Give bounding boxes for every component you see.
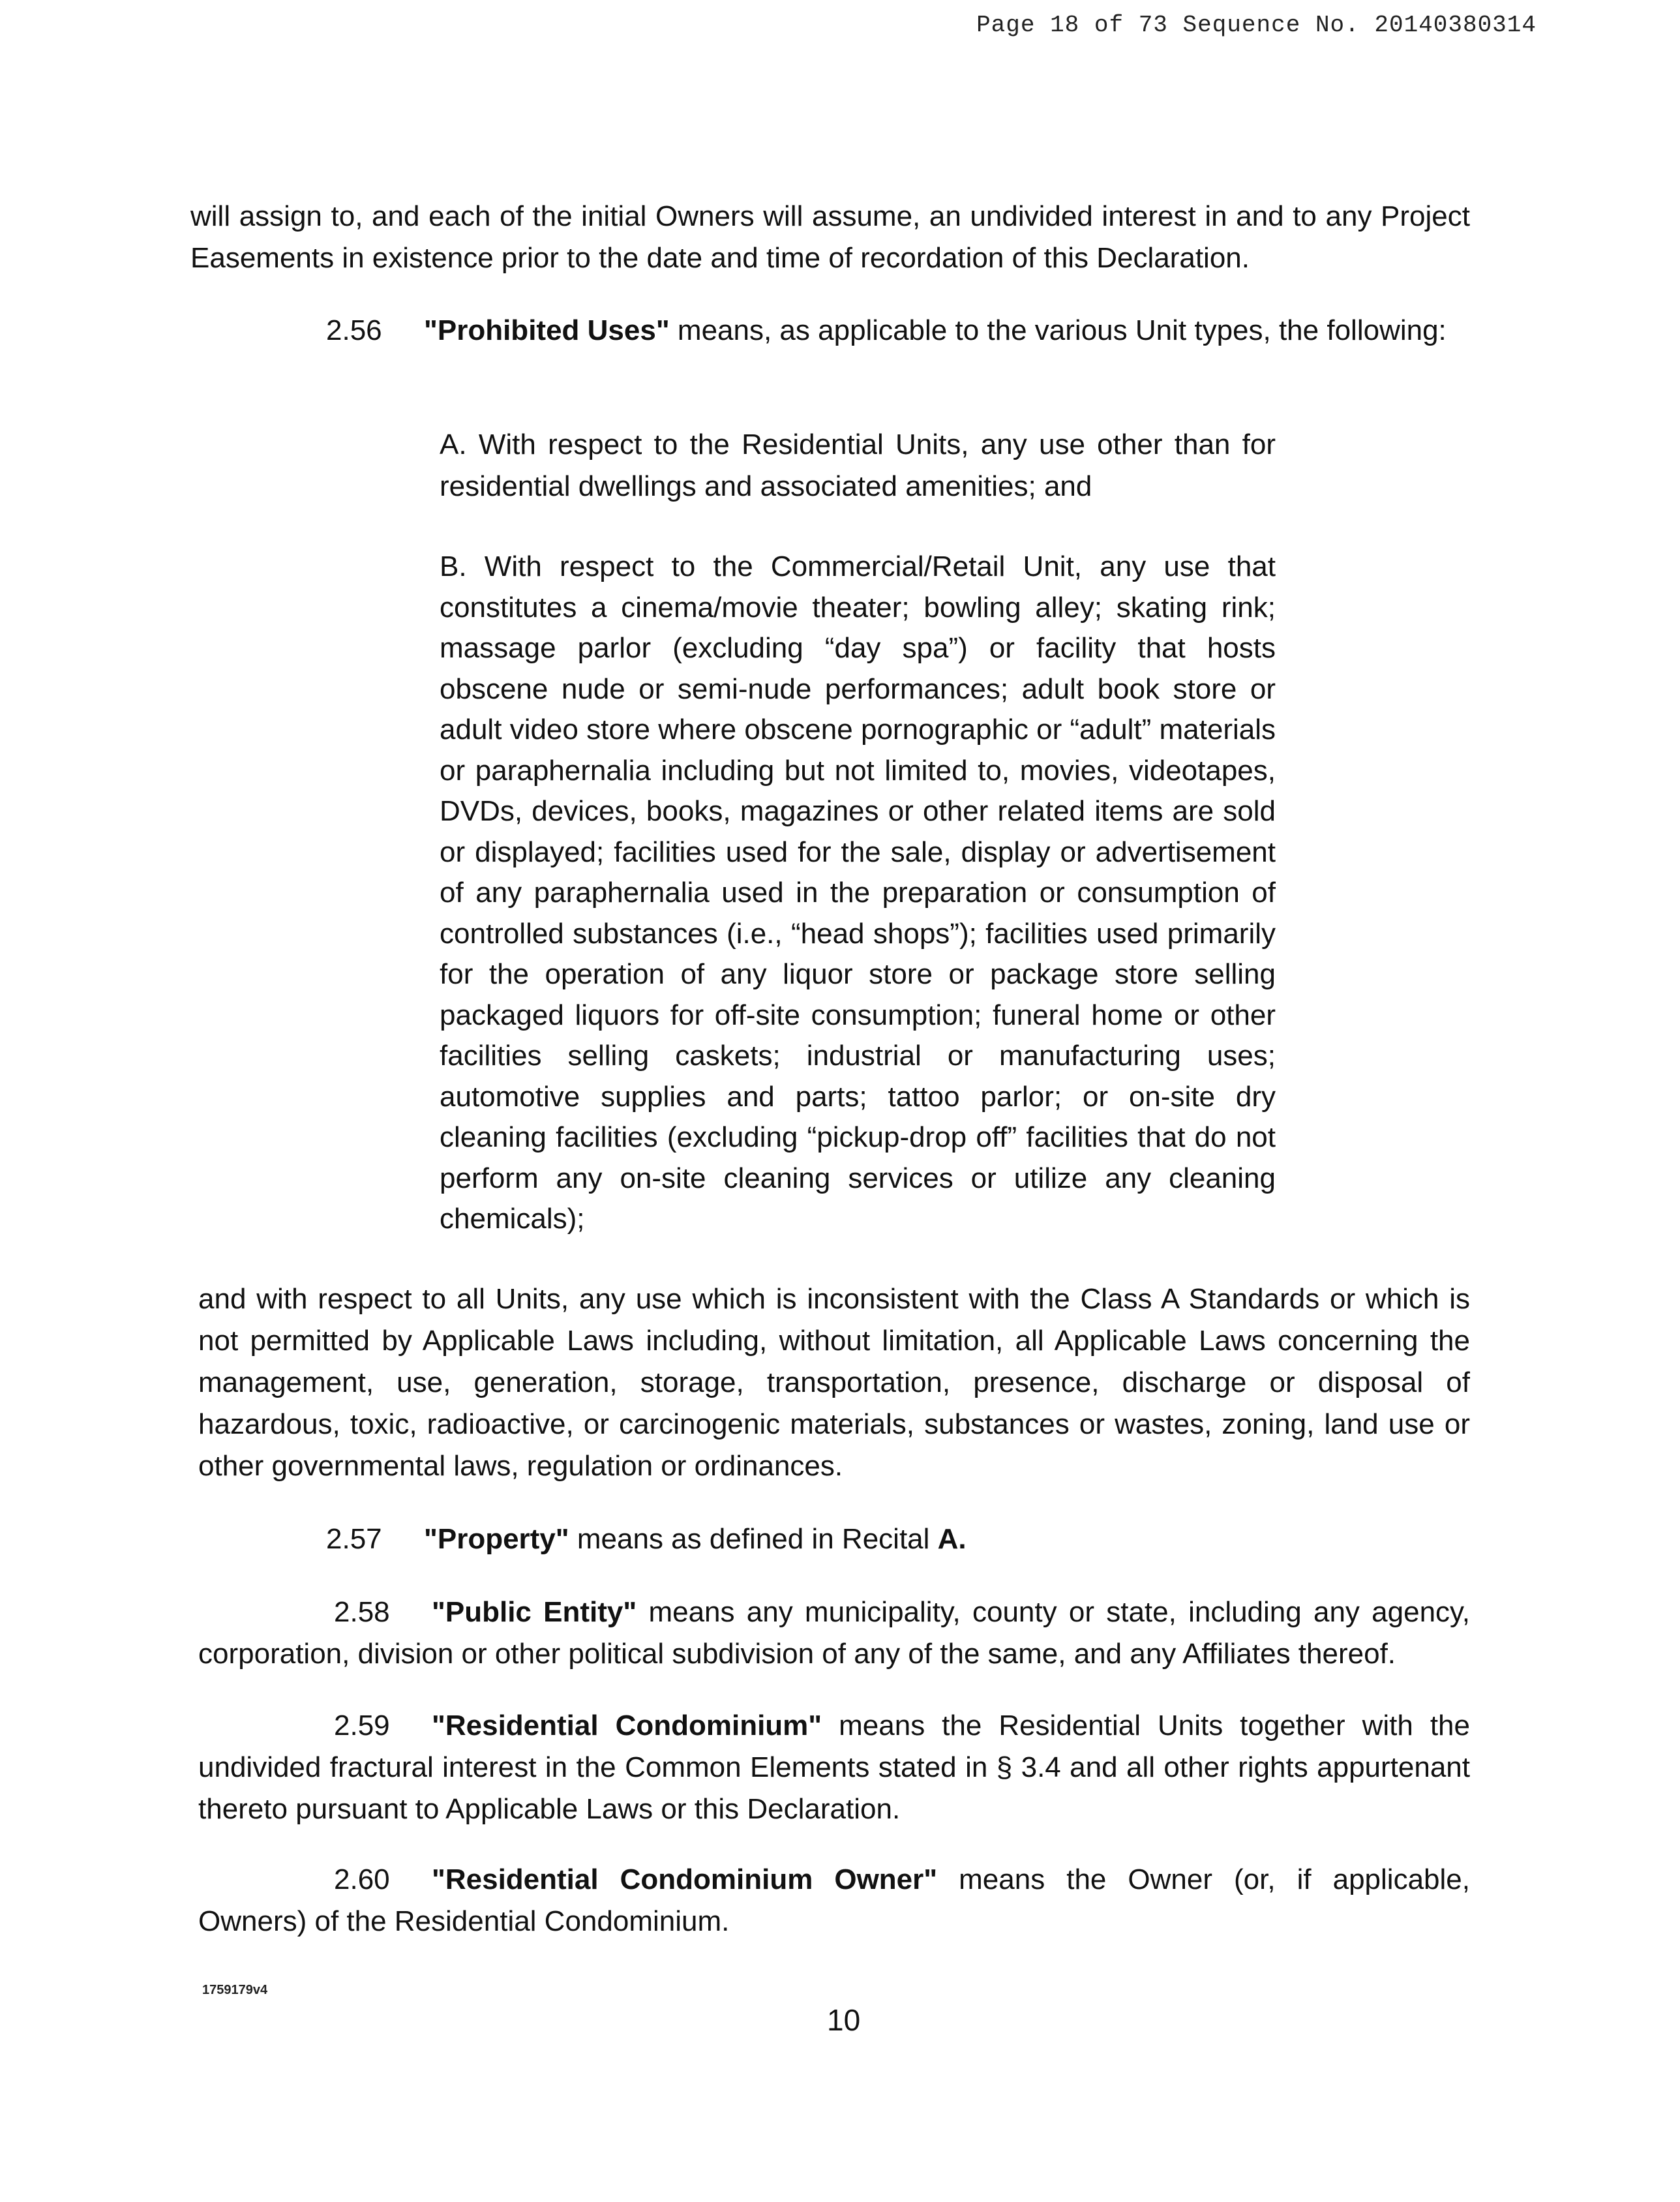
clause-number: 2.59 <box>334 1710 390 1742</box>
prohibited-uses-list-b <box>440 547 1276 1240</box>
clause-number: 2.60 <box>334 1863 390 1895</box>
clause-number: 2.57 <box>326 1523 382 1555</box>
clause-text: means the Residential Units together with the undivided fractural interest in the Common Elements stated in § 3.4 and all other rights appurtenant thereto pursuant to Applicable Laws or this Declaration. <box>198 1710 1470 1825</box>
clause-2-58 <box>198 1591 1470 1675</box>
clause-number: 2.58 <box>334 1596 390 1628</box>
page-number: 10 <box>827 2003 861 2037</box>
defined-term: "Public Entity" <box>432 1596 637 1628</box>
document-id: 1759179v4 <box>202 1983 268 1997</box>
clause-text: means, as applicable to the various Unit types, the following: <box>669 314 1447 346</box>
list-item-a: A. With respect to the Residential Units, any use other than for residential dwellings and associated amenities; and <box>440 429 1276 502</box>
clause-2-56 <box>190 310 1470 352</box>
clause-text: means the Owner (or, if applicable, Owners) of the Residential Condominium. <box>198 1863 1470 1937</box>
defined-term: "Residential Condominium" <box>432 1710 822 1742</box>
clause-number: 2.56 <box>326 314 382 346</box>
defined-term: "Property" <box>424 1523 569 1555</box>
list-item-b: B. With respect to the Commercial/Retail Unit, any use that constitutes a cinema/movie theater; bowling alley; skating rink; massage parlor (excluding “day spa”) or facility that hosts obscene nude or semi-nude performances; adult book store or adult video store where obscene pornographic or “adult” materials or paraphernalia including but not limited to, movies, videotapes, DVDs, devices, books, magazines or other related items are sold or displayed; facilities used for the sale, display or advertisement of any paraphernalia used in the preparation or consumption of controlled substances (i.e., “head shops”); facilities used primarily for the operation of any liquor store or package store selling packaged liquors for off-site consumption; funeral home or other facilities selling caskets; industrial or manufacturing uses; automotive supplies and parts; tattoo parlor; or on-site dry cleaning facilities (excluding “pickup-drop off” facilities that do not perform any on-site cleaning services or utilize any cleaning chemicals); <box>440 550 1276 1235</box>
prohibited-uses-list <box>440 424 1276 507</box>
recital-reference: A. <box>937 1523 967 1555</box>
after-list-paragraph: and with respect to all Units, any use which is inconsistent with the Class A Standards or which is not permitted by Applicable Laws including, without limitation, all Applicable Laws concerning the management, use, generation, storage, transportation, presence, discharge or disposal of hazardous, toxic, radioactive, or carcinogenic materials, substances or wastes, zoning, land use or other governmental laws, regulation or ordinances. <box>198 1283 1470 1482</box>
clause-2-57 <box>190 1518 1470 1560</box>
defined-term: "Residential Condominium Owner" <box>432 1863 938 1895</box>
page-header: Page 18 of 73 Sequence No. 20140380314 <box>976 12 1537 38</box>
clause-2-60 <box>198 1859 1470 1942</box>
clause-text: means any municipality, county or state, including any agency, corporation, division or other political subdivision of any of the same, and any Affiliates thereof. <box>198 1596 1471 1670</box>
clause-2-59 <box>198 1705 1470 1830</box>
intro-paragraph: will assign to, and each of the initial Owners will assume, an undivided interest in and to any Project Easements in existence prior to the date and time of recordation of this Declaration. <box>190 200 1470 274</box>
clause-text: means as defined in Recital <box>569 1523 938 1555</box>
defined-term: "Prohibited Uses" <box>424 314 670 346</box>
